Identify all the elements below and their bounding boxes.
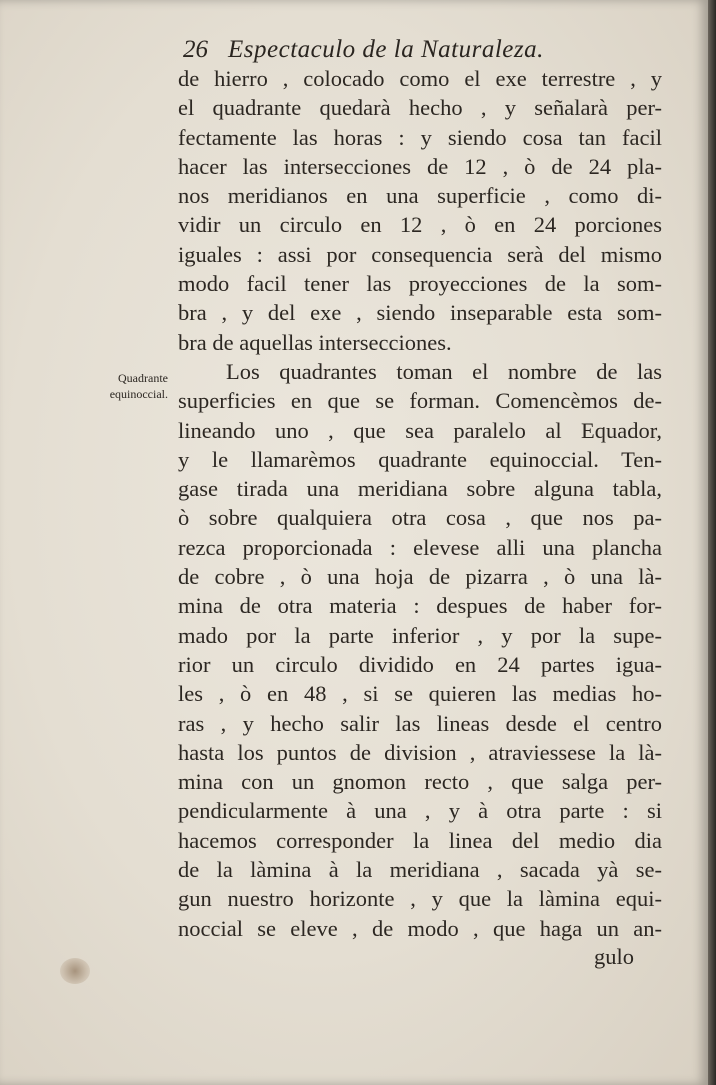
text-line: lineando uno , que sea paralelo al Equador, <box>178 417 662 443</box>
text-line: fectamente las horas : y siendo cosa tan facil <box>178 124 662 150</box>
text-line: superficies en que se forman. Comencèmos de- <box>178 388 662 414</box>
text-line: pendicularmente à una , y à otra parte : si <box>178 798 662 824</box>
page-edge <box>708 0 716 1085</box>
text-line: vidir un circulo en 12 , ò en 24 porciones <box>178 212 662 238</box>
text-line: nos meridianos en una superficie , como di- <box>178 183 662 209</box>
margin-note-line: Quadrante <box>118 371 168 385</box>
text-line: noccial se eleve , de modo , que haga un an- <box>178 915 662 941</box>
text-line: hacer las intersecciones de 12 , ò de 24 pla- <box>178 153 662 179</box>
text-line: el quadrante quedarà hecho , y señalarà per- <box>178 95 662 121</box>
text-line: mado por la parte inferior , y por la supe- <box>178 622 662 648</box>
page-number: 26 <box>183 36 208 63</box>
text-line-paragraph-start: Los quadrantes toman el nombre de las <box>226 358 662 384</box>
paper-stain <box>60 958 90 984</box>
text-line: modo facil tener las proyecciones de la som- <box>178 271 662 297</box>
text-line: ras , y hecho salir las lineas desde el centro <box>178 710 662 736</box>
text-line: bra , y del exe , siendo inseparable esta som- <box>178 300 662 326</box>
text-line: mina con un gnomon recto , que salga per- <box>178 769 662 795</box>
text-line: ò sobre qualquiera otra cosa , que nos pa- <box>178 505 662 531</box>
text-line: rior un circulo dividido en 24 partes igua- <box>178 651 662 677</box>
text-line: de hierro , colocado como el exe terrestre , y <box>178 66 662 91</box>
catchword: gulo <box>594 944 635 969</box>
text-line: de la làmina à la meridiana , sacada yà se- <box>178 857 662 883</box>
text-line: hacemos corresponder la linea del medio dia <box>178 827 662 853</box>
text-line: gase tirada una meridiana sobre alguna tabla, <box>178 476 662 502</box>
text-line: de cobre , ò una hoja de pizarra , ò una là- <box>178 564 662 590</box>
body-text <box>178 64 662 943</box>
text-line: gun nuestro horizonte , y que la làmina equi- <box>178 886 662 912</box>
text-line: les , ò en 48 , si se quieren las medias ho- <box>178 681 662 707</box>
margin-note <box>78 370 168 402</box>
text-line: y le llamarèmos quadrante equinoccial. Ten- <box>178 446 662 472</box>
text-line: rezca proporcionada : elevese alli una plancha <box>178 534 662 560</box>
text-line: hasta los puntos de division , atraviessese la là- <box>178 739 662 765</box>
running-title: Espectaculo de la Naturaleza. <box>228 36 544 63</box>
margin-note-line: equinoccial. <box>109 387 168 401</box>
text-line: bra de aquellas intersecciones. <box>178 329 452 355</box>
text-line: mina de otra materia : despues de haber for- <box>178 593 662 619</box>
text-line: iguales : assi por consequencia serà del mismo <box>178 241 662 267</box>
